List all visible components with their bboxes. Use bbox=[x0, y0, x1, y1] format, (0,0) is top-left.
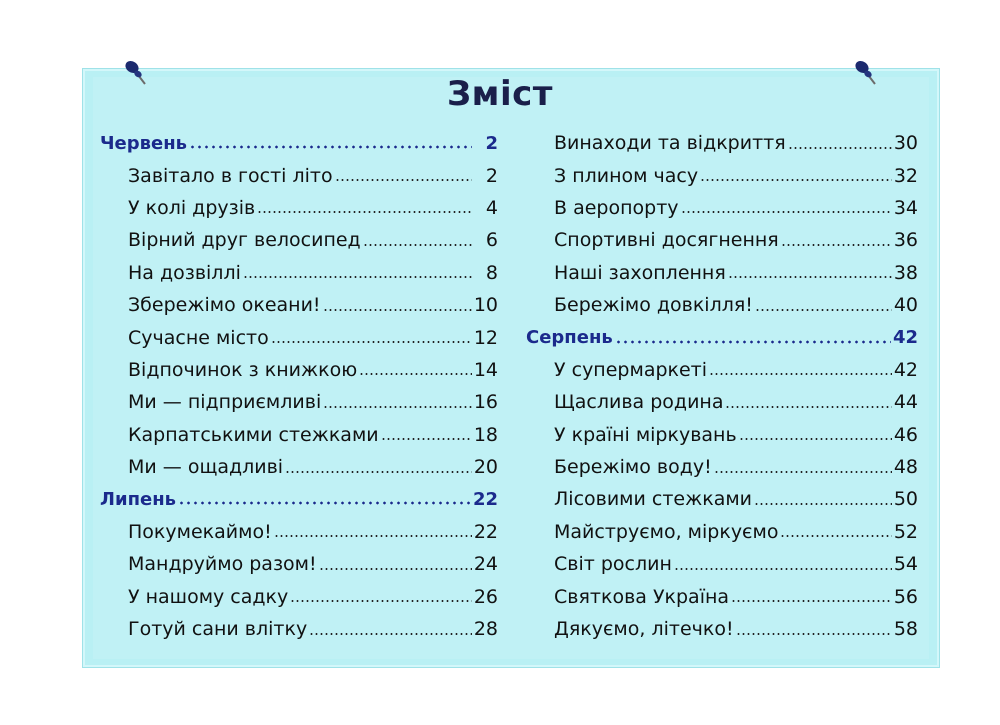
toc-column-left bbox=[100, 127, 498, 645]
toc-page-number: 42 bbox=[892, 327, 918, 349]
toc-entry bbox=[100, 159, 498, 191]
toc-entry bbox=[100, 548, 498, 580]
toc-entry-title: Мандруймо разом! bbox=[128, 553, 317, 576]
dot-leader bbox=[731, 584, 892, 603]
dot-leader bbox=[674, 552, 892, 571]
toc-entry-title: У нашому садку bbox=[128, 585, 289, 608]
dot-leader bbox=[257, 195, 472, 214]
toc-entry-title: У країні міркувань bbox=[554, 423, 737, 446]
dot-leader bbox=[781, 228, 892, 247]
dot-leader bbox=[381, 422, 472, 441]
toc-entry-title: Дякуємо, літечко! bbox=[554, 618, 734, 641]
toc-entry-title: Сучасне місто bbox=[128, 326, 269, 349]
toc-section-heading bbox=[100, 127, 498, 159]
toc-entry bbox=[526, 613, 918, 645]
toc-entry-title: Збережімо океани! bbox=[128, 294, 321, 317]
toc-entry bbox=[526, 516, 918, 548]
toc-page-number: 56 bbox=[893, 585, 918, 608]
toc-entry-title: Наші захоплення bbox=[554, 261, 726, 284]
toc-entry bbox=[526, 159, 918, 191]
dot-leader bbox=[714, 455, 892, 474]
toc-page-number: 38 bbox=[893, 261, 918, 284]
toc-entry-title: Світ рослин bbox=[554, 553, 672, 576]
dot-leader bbox=[271, 325, 472, 344]
dot-leader bbox=[615, 326, 891, 344]
toc-page-number: 22 bbox=[473, 520, 498, 543]
dot-leader bbox=[178, 487, 471, 505]
toc-page-number: 48 bbox=[893, 456, 918, 479]
toc-entry bbox=[100, 516, 498, 548]
toc-entry-title: У супермаркеті bbox=[554, 358, 708, 381]
toc-entry bbox=[526, 127, 918, 159]
dot-leader bbox=[725, 390, 891, 409]
toc-page-number: 14 bbox=[473, 358, 498, 381]
toc-page-number: 58 bbox=[893, 618, 918, 641]
toc-page-number: 44 bbox=[893, 391, 918, 414]
toc-entry bbox=[526, 386, 918, 418]
toc-entry bbox=[100, 386, 498, 418]
toc-entry-title: Ми — ощадливі bbox=[128, 456, 284, 479]
dot-leader bbox=[728, 260, 892, 279]
toc-page-number: 10 bbox=[473, 294, 498, 317]
dot-leader bbox=[319, 552, 472, 571]
toc-entry-title: Винаходи та відкриття bbox=[554, 132, 786, 155]
toc-entry-title: Ми — підприємливі bbox=[128, 391, 322, 414]
toc-entry bbox=[526, 354, 918, 386]
toc-column-right bbox=[526, 127, 918, 645]
toc-entry-title: На дозвіллі bbox=[128, 261, 241, 284]
dot-leader bbox=[736, 617, 892, 636]
toc-page-number: 2 bbox=[485, 132, 498, 154]
dot-leader bbox=[755, 293, 892, 312]
toc-page-number: 20 bbox=[473, 456, 498, 479]
toc-entry bbox=[100, 613, 498, 645]
dot-leader bbox=[274, 519, 472, 538]
toc-page-number: 34 bbox=[893, 196, 918, 219]
dot-leader bbox=[285, 455, 472, 474]
toc-page-number: 46 bbox=[893, 423, 918, 446]
toc-entry bbox=[100, 354, 498, 386]
toc-page-number: 22 bbox=[472, 488, 498, 510]
toc-entry bbox=[100, 289, 498, 321]
toc-entry bbox=[526, 548, 918, 580]
toc-entry bbox=[526, 192, 918, 224]
toc-entry-title: Майструємо, міркуємо bbox=[554, 520, 779, 543]
dot-leader bbox=[709, 357, 892, 376]
toc-page-number: 16 bbox=[473, 391, 498, 414]
toc-section-heading bbox=[100, 483, 498, 515]
toc-page-number: 36 bbox=[893, 229, 918, 252]
toc-page-number: 12 bbox=[473, 326, 498, 349]
toc-page-number: 18 bbox=[473, 423, 498, 446]
dot-leader bbox=[788, 131, 892, 150]
toc-entry-title: Карпатськими стежками bbox=[128, 423, 379, 446]
toc-page-number: 32 bbox=[893, 164, 918, 187]
dot-leader bbox=[335, 163, 472, 182]
toc-entry bbox=[100, 321, 498, 353]
dot-leader bbox=[309, 617, 472, 636]
toc-entry bbox=[100, 224, 498, 256]
toc-page-number: 40 bbox=[893, 294, 918, 317]
toc-page-number: 4 bbox=[485, 196, 498, 219]
dot-leader bbox=[780, 519, 891, 538]
toc-entry-title: Лісовими стежками bbox=[554, 488, 753, 511]
toc-page-number: 6 bbox=[485, 229, 498, 252]
toc-entry-title: Готуй сани влітку bbox=[128, 618, 308, 641]
dot-leader bbox=[363, 228, 472, 247]
toc-entry bbox=[526, 289, 918, 321]
dot-leader bbox=[739, 422, 892, 441]
toc-entry bbox=[526, 257, 918, 289]
toc-entry-title: Вірний друг велосипед bbox=[128, 229, 361, 252]
toc-entry bbox=[100, 451, 498, 483]
toc-entry bbox=[526, 419, 918, 451]
toc-page-number: 54 bbox=[893, 553, 918, 576]
toc-entry-title: Серпень bbox=[526, 327, 613, 349]
dot-leader bbox=[323, 390, 472, 409]
toc-page-number: 2 bbox=[485, 164, 498, 187]
toc-entry-title: У колі друзів bbox=[128, 196, 256, 219]
toc-entry-title: Відпочинок з книжкою bbox=[128, 358, 358, 381]
toc-entry bbox=[100, 419, 498, 451]
toc-entry-title: Завітало в гості літо bbox=[128, 164, 333, 187]
toc-entry bbox=[526, 483, 918, 515]
page-title: Зміст bbox=[447, 74, 553, 114]
toc-entry bbox=[526, 580, 918, 612]
toc-entry-title: Бережімо довкілля! bbox=[554, 294, 753, 317]
toc-entry bbox=[100, 257, 498, 289]
toc-entry-title: Щаслива родина bbox=[554, 391, 724, 414]
toc-page-number: 8 bbox=[485, 261, 498, 284]
toc-page-number: 26 bbox=[473, 585, 498, 608]
toc-page-number: 52 bbox=[893, 520, 918, 543]
toc-page-number: 30 bbox=[893, 132, 918, 155]
toc-entry-title: Червень bbox=[100, 132, 188, 154]
toc-entry-title: Липень bbox=[100, 488, 177, 510]
toc-entry bbox=[100, 580, 498, 612]
dot-leader bbox=[290, 584, 472, 603]
dot-leader bbox=[359, 357, 472, 376]
toc-entry-title: Святкова Україна bbox=[554, 585, 730, 608]
dot-leader bbox=[700, 163, 892, 182]
toc-entry bbox=[100, 192, 498, 224]
dot-leader bbox=[243, 260, 472, 279]
dot-leader bbox=[754, 487, 892, 506]
toc-entry-title: З плином часу bbox=[554, 164, 699, 187]
dot-leader bbox=[681, 195, 892, 214]
toc-entry bbox=[526, 224, 918, 256]
toc-page-number: 28 bbox=[473, 618, 498, 641]
toc-page-number: 24 bbox=[473, 553, 498, 576]
toc-page-number: 50 bbox=[893, 488, 918, 511]
toc-entry-title: Бережімо воду! bbox=[554, 456, 712, 479]
toc-entry bbox=[526, 451, 918, 483]
dot-leader bbox=[189, 131, 472, 149]
toc-entry-title: Покумекаймо! bbox=[128, 520, 272, 543]
toc-entry-title: Спортивні досягнення bbox=[554, 229, 779, 252]
toc-page-number: 42 bbox=[893, 358, 918, 381]
dot-leader bbox=[323, 293, 472, 312]
toc-entry-title: В аеропорту bbox=[554, 196, 679, 219]
toc-section-heading bbox=[526, 321, 918, 353]
